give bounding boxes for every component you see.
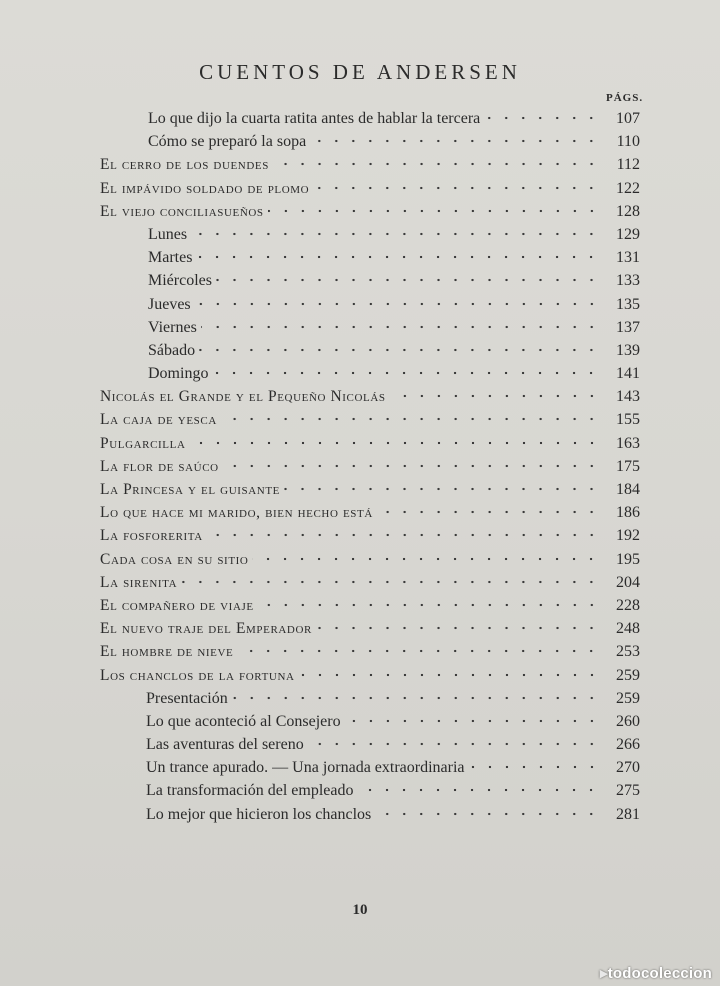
toc-entry: [100, 667, 640, 690]
dot-leader: [196, 255, 600, 259]
toc-entry-title: El hombre de nieve: [100, 643, 234, 661]
page-number-folio: 10: [352, 902, 368, 918]
toc-entry-page-number: 133: [616, 272, 640, 290]
toc-entry-page-number: 184: [616, 481, 640, 498]
toc-entry-title: La sirenita: [100, 573, 178, 591]
toc-entry-page-number: 141: [616, 365, 640, 383]
dot-leader: [221, 417, 600, 421]
toc-entry-page-number: 228: [616, 596, 640, 614]
dot-leader: [316, 626, 600, 630]
toc-entry-page-number: 195: [616, 550, 640, 568]
dot-leader: [313, 186, 600, 190]
dot-leader: [258, 603, 600, 607]
dot-leader: [273, 162, 600, 166]
toc-entry-page-number: 163: [616, 434, 640, 452]
dot-leader: [357, 788, 600, 792]
toc-entry-page-number: 107: [616, 110, 640, 127]
dot-leader: [252, 557, 600, 561]
toc-entry-page-number: 128: [616, 202, 640, 220]
toc-entry: [100, 574, 640, 597]
pages-column-label: PÁGS.: [606, 92, 644, 104]
toc-entry: [100, 782, 640, 805]
toc-entry-page-number: 253: [616, 643, 640, 661]
dot-leader: [191, 232, 600, 236]
toc-entry: [100, 133, 640, 156]
toc-entry-page-number: 266: [616, 736, 640, 754]
toc-entry-page-number: 137: [616, 318, 640, 336]
toc-entry: [100, 342, 640, 365]
toc-entry-title: Domingo: [148, 365, 209, 383]
dot-leader: [469, 765, 600, 769]
toc-entry-page-number: 175: [616, 457, 640, 475]
toc-entry: [100, 226, 640, 249]
toc-entry: [100, 458, 640, 481]
toc-entry-title: La transformación del empleado: [146, 782, 354, 800]
toc-entry-title: Pulgarcilla: [100, 434, 186, 452]
toc-entry-title: El cerro de los duendes: [100, 156, 269, 174]
table-of-contents: [100, 110, 640, 829]
toc-entry-page-number: 131: [616, 249, 640, 267]
toc-entry-page-number: 139: [616, 341, 640, 359]
dot-leader: [216, 278, 600, 282]
toc-entry: [100, 110, 640, 133]
dot-leader: [190, 441, 601, 445]
toc-entry-page-number: 110: [616, 133, 640, 151]
toc-entry-page-number: 204: [616, 573, 640, 591]
toc-entry: [100, 713, 640, 736]
running-head-title: CUENTOS DE ANDERSEN: [199, 60, 521, 84]
toc-entry: [100, 319, 640, 342]
toc-entry-title: Nicolás el Grande y el Pequeño Nicolás: [100, 388, 386, 406]
toc-entry: [100, 272, 640, 295]
toc-entry: [100, 296, 640, 319]
toc-entry: [100, 806, 640, 829]
toc-entry-page-number: 281: [616, 805, 640, 823]
toc-entry-page-number: 143: [616, 388, 640, 406]
toc-entry-title: Martes: [148, 249, 193, 267]
toc-entry-title: Lunes: [148, 225, 188, 243]
toc-entry: [100, 180, 640, 203]
toc-entry: [100, 643, 640, 666]
toc-entry-title: La fosforerita: [100, 527, 203, 545]
toc-entry-title: Los chanclos de la fortuna: [100, 666, 295, 684]
toc-entry-title: Viernes: [148, 318, 197, 336]
toc-entry-page-number: 259: [616, 689, 640, 707]
toc-entry-title: El nuevo traje del Emperador: [100, 620, 312, 638]
toc-entry-page-number: 260: [616, 712, 640, 730]
dot-leader: [199, 348, 600, 352]
toc-entry-page-number: 122: [616, 179, 640, 197]
toc-entry: [100, 388, 640, 411]
dot-leader: [207, 533, 600, 537]
dot-leader: [345, 719, 600, 723]
dot-leader: [268, 209, 600, 213]
dot-leader: [375, 812, 600, 816]
dot-leader: [212, 371, 600, 375]
toc-entry-title: Un trance apurado. — Una jornada extraordinaria: [146, 759, 465, 777]
toc-entry: [100, 736, 640, 759]
toc-entry-page-number: 192: [616, 527, 640, 545]
dot-leader: [223, 464, 600, 468]
toc-entry-title: Jueves: [148, 295, 191, 313]
watermark-logo: ▸todocoleccion: [599, 965, 712, 982]
toc-entry-page-number: 135: [616, 295, 640, 313]
dot-leader: [310, 139, 600, 143]
toc-entry: [100, 527, 640, 550]
toc-entry: [100, 551, 640, 574]
toc-entry-page-number: 270: [616, 759, 640, 777]
toc-entry: [100, 504, 640, 527]
toc-entry: [100, 249, 640, 272]
toc-entry-title: Miércoles: [148, 272, 212, 290]
toc-entry-title: Las aventuras del sereno: [146, 736, 304, 754]
dot-leader: [232, 696, 600, 700]
toc-entry-title: Lo mejor que hicieron los chanclos: [146, 805, 372, 823]
toc-entry-title: Lo que hace mi marido, bien hecho está: [100, 504, 373, 522]
toc-entry-title: Cómo se preparó la sopa: [148, 133, 307, 151]
toc-entry-title: La flor de saúco: [100, 457, 219, 475]
toc-entry: [100, 203, 640, 226]
dot-leader: [484, 116, 600, 120]
toc-entry-title: La caja de yesca: [100, 411, 217, 429]
dot-leader: [308, 742, 600, 746]
toc-entry: [100, 620, 640, 643]
dot-leader: [201, 325, 600, 329]
toc-entry: [100, 435, 640, 458]
toc-entry-title: Presentación: [146, 689, 228, 707]
toc-entry: [100, 481, 640, 504]
toc-entry: [100, 156, 640, 179]
dot-leader: [181, 580, 600, 584]
toc-entry-title: El viejo conciliasueños: [100, 202, 264, 220]
toc-entry-page-number: 248: [616, 620, 640, 638]
dot-leader: [237, 649, 600, 653]
toc-entry: [100, 411, 640, 434]
toc-entry-title: El compañero de viaje: [100, 596, 254, 614]
toc-entry-page-number: 129: [616, 225, 640, 243]
dot-leader: [195, 302, 600, 306]
toc-entry: [100, 759, 640, 782]
dot-leader: [390, 394, 600, 398]
toc-entry-title: Lo que aconteció al Consejero: [146, 712, 341, 730]
toc-entry-page-number: 259: [616, 666, 640, 684]
toc-entry-title: El impávido soldado de plomo: [100, 179, 310, 197]
toc-entry-page-number: 186: [616, 504, 640, 522]
toc-entry: [100, 690, 640, 713]
toc-entry-title: Cada cosa en su sitio: [100, 550, 249, 568]
toc-entry-page-number: 112: [616, 156, 640, 174]
toc-entry-title: Lo que dijo la cuarta ratita antes de hablar la tercera: [148, 110, 481, 127]
toc-entry: [100, 365, 640, 388]
dot-leader: [299, 673, 600, 677]
toc-entry: [100, 597, 640, 620]
dot-leader: [377, 510, 600, 514]
toc-entry-title: La Princesa y el guisante: [100, 481, 280, 498]
dot-leader: [284, 487, 600, 491]
toc-entry-page-number: 275: [616, 782, 640, 800]
toc-entry-page-number: 155: [616, 411, 640, 429]
toc-entry-title: Sábado: [148, 341, 196, 359]
